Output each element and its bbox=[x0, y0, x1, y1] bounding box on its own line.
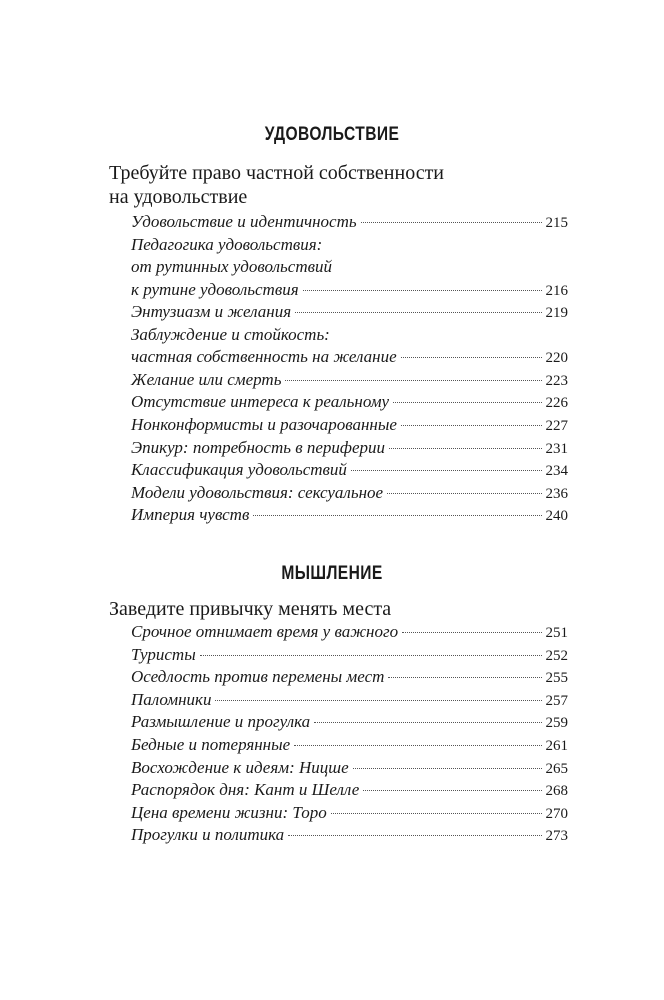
section-heading-pleasure: УДОВОЛЬСТВИЕ bbox=[264, 124, 400, 145]
toc-entry bbox=[131, 391, 568, 413]
toc-entry-page-number: 220 bbox=[545, 350, 568, 367]
toc-entry bbox=[131, 437, 568, 459]
chapter-title-line: Заведите привычку менять места bbox=[109, 598, 392, 620]
toc-entry bbox=[131, 802, 568, 824]
toc-entry-title: Размышление и прогулка bbox=[131, 712, 311, 732]
toc-entry bbox=[131, 234, 568, 256]
toc-entry bbox=[131, 256, 568, 278]
toc-entry-title: Оседлость против перемены мест bbox=[131, 667, 385, 687]
toc-entry-title: от рутинных удовольствий bbox=[131, 257, 332, 277]
toc-entry-title: Туристы bbox=[131, 644, 196, 664]
toc-entry bbox=[131, 414, 568, 436]
toc-entry bbox=[131, 689, 568, 711]
toc-entry-page-number: 231 bbox=[545, 440, 568, 457]
dot-leader bbox=[288, 835, 541, 836]
toc-entry-title: Паломники bbox=[131, 689, 212, 709]
toc-entry-page-number: 252 bbox=[545, 647, 568, 664]
toc-entry-title: Бедные и потерянные bbox=[131, 735, 291, 754]
toc-entry-page-number: 236 bbox=[545, 485, 568, 502]
toc-entry bbox=[131, 666, 568, 688]
toc-entry-title: Энтузиазм и желания bbox=[131, 302, 292, 322]
dot-leader bbox=[303, 290, 542, 291]
toc-entry-page-number: 223 bbox=[545, 372, 568, 389]
toc-entry-title: Империя чувств bbox=[131, 505, 250, 525]
toc-entry-title: Эпикур: потребность в периферии bbox=[131, 437, 385, 457]
toc-entry-title: Классификация удовольствий bbox=[131, 460, 347, 480]
toc-entry bbox=[131, 621, 568, 643]
toc-entry bbox=[131, 504, 568, 526]
toc-entry bbox=[131, 459, 568, 481]
dot-leader bbox=[294, 745, 541, 746]
toc-entry-page-number: 216 bbox=[545, 282, 568, 299]
dot-leader bbox=[215, 700, 541, 701]
dot-leader bbox=[285, 380, 541, 381]
dot-leader bbox=[388, 677, 541, 678]
toc-entry-title: Нонконформисты и разочарованные bbox=[131, 414, 397, 434]
toc-entry-title: Распорядок дня: Кант и Шелле bbox=[131, 780, 360, 800]
dot-leader bbox=[200, 655, 542, 656]
dot-leader bbox=[331, 813, 542, 814]
dot-leader bbox=[361, 222, 542, 223]
chapter-title-line: Требуйте право частной собственности bbox=[109, 162, 445, 184]
toc-entry-page-number: 234 bbox=[545, 463, 568, 480]
toc-entry bbox=[131, 734, 568, 756]
toc-entry bbox=[131, 346, 568, 368]
section-heading-thinking: МЫШЛЕНИЕ bbox=[281, 563, 383, 584]
toc-entry-page-number: 259 bbox=[545, 715, 568, 732]
toc-entry-title: Восхождение к идеям: Ницше bbox=[131, 757, 349, 777]
toc-entry-title: Прогулки и политика bbox=[131, 825, 285, 845]
toc-entry bbox=[131, 757, 568, 779]
toc-entry bbox=[131, 279, 568, 301]
toc-entry bbox=[131, 824, 568, 846]
dot-leader bbox=[295, 312, 541, 313]
toc-entry-page-number: 226 bbox=[545, 395, 568, 412]
toc-entry-title: Отсутствие интереса к реальному bbox=[131, 392, 390, 412]
toc-entry-page-number: 240 bbox=[545, 508, 568, 525]
dot-leader bbox=[363, 790, 541, 791]
toc-entry-page-number: 268 bbox=[545, 783, 568, 800]
dot-leader bbox=[389, 448, 542, 449]
toc-entry bbox=[131, 779, 568, 801]
toc-entry-title: Срочное отнимает время у важного bbox=[131, 622, 399, 641]
toc-entry-title: Цена времени жизни: Торо bbox=[131, 802, 327, 822]
toc-entry-page-number: 265 bbox=[545, 760, 568, 777]
dot-leader bbox=[387, 493, 541, 494]
toc-entry-page-number: 270 bbox=[545, 805, 568, 822]
toc-entry bbox=[131, 644, 568, 666]
toc-entry bbox=[131, 324, 568, 346]
toc-entry bbox=[131, 301, 568, 323]
toc-entry-title: Удовольствие и идентичность bbox=[131, 212, 357, 231]
toc-entry-page-number: 257 bbox=[545, 692, 568, 709]
toc-entry-title: Педагогика удовольствия: bbox=[131, 234, 323, 254]
dot-leader bbox=[393, 402, 541, 403]
toc-entry bbox=[131, 711, 568, 733]
toc-entry-page-number: 261 bbox=[545, 738, 568, 754]
toc-entry-page-number: 273 bbox=[545, 828, 568, 845]
toc-entry bbox=[131, 211, 568, 233]
toc-entry-page-number: 251 bbox=[545, 625, 568, 641]
dot-leader bbox=[402, 632, 541, 633]
toc-entry bbox=[131, 482, 568, 504]
dot-leader bbox=[253, 515, 541, 516]
chapter-title-line: на удовольствие bbox=[109, 186, 248, 208]
dot-leader bbox=[401, 425, 542, 426]
toc-entry-title: Желание или смерть bbox=[131, 369, 282, 389]
toc-entry-title: к рутине удовольствия bbox=[131, 279, 299, 299]
dot-leader bbox=[314, 722, 541, 723]
toc-entry-title: Модели удовольствия: сексуальное bbox=[131, 482, 384, 502]
toc-entry-title: Заблуждение и стойкость: bbox=[131, 324, 330, 344]
toc-entry-page-number: 255 bbox=[545, 670, 568, 687]
toc-entry-page-number: 219 bbox=[545, 305, 568, 322]
toc-entry-page-number: 227 bbox=[545, 417, 568, 434]
dot-leader bbox=[351, 470, 542, 471]
toc-entry bbox=[131, 369, 568, 391]
toc-entry-page-number: 215 bbox=[545, 215, 568, 231]
dot-leader bbox=[353, 768, 542, 769]
dot-leader bbox=[401, 357, 542, 358]
toc-entry-title: частная собственность на желание bbox=[131, 347, 397, 367]
